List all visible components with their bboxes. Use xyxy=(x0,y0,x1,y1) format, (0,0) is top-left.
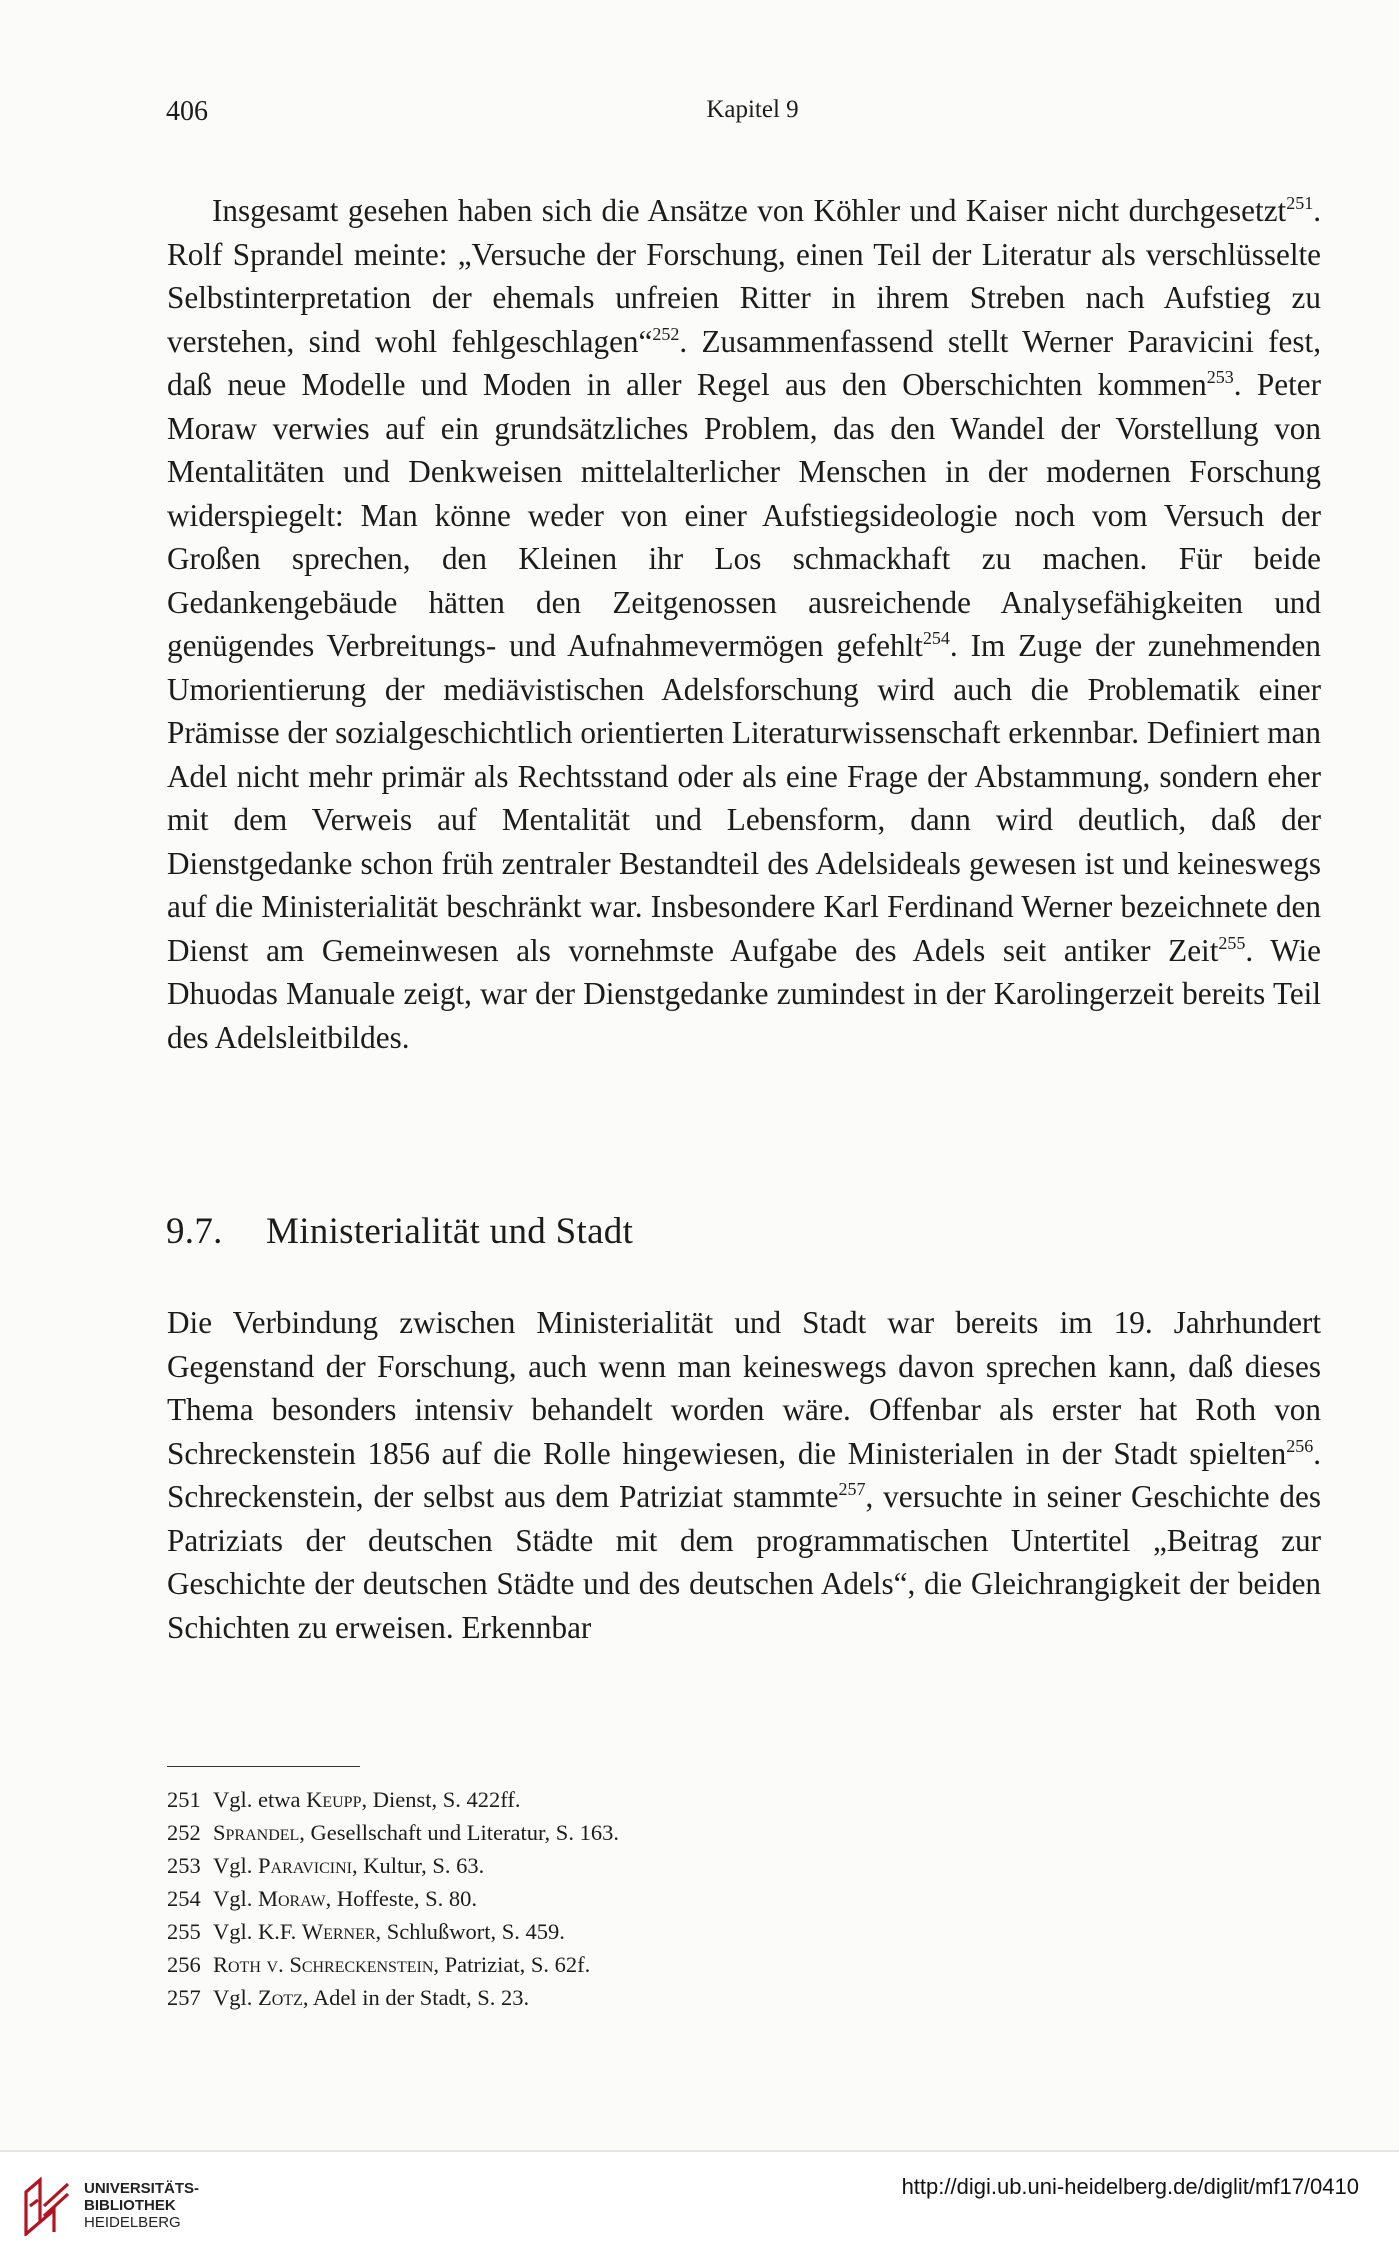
footnote-item: 254 Vgl. Moraw, Hoffeste, S. 80. xyxy=(167,1886,478,1911)
footnote-ref-255[interactable]: 255 xyxy=(1218,932,1246,953)
footnote-divider xyxy=(167,1766,360,1767)
section-heading xyxy=(166,1210,633,1253)
footnote-ref-253[interactable]: 253 xyxy=(1206,367,1234,387)
chapter-title: Kapitel 9 xyxy=(706,96,799,123)
footnote-item: 252 Sprandel, Gesellschaft und Literatur, S. 163. xyxy=(167,1820,619,1845)
paragraph-2: Die Verbindung zwischen Ministerialität und Stadt war bereits im 19. Jahrhundert Gegenstand der Forschung, auch wenn man keineswegs davon sprechen kann, daß dieses Thema besonders intensiv behandelt worden wäre. Offenbar als erster hat Roth von Schreckenstein 1856 auf die Rolle hingewiesen, die Ministerialen in der Stadt spielten$^{256}$. Schreckenstein, der selbst aus dem Patriziat stammte$^{257}$, versuchte in seiner Geschichte des Patriziats der deutschen Städte mit dem programmatischen Untertitel „Beitrag zur Geschichte der deutschen Städte und des deutschen Adels“, die Gleichrangigkeit der beiden Schichten zu erweisen. Erkennbar xyxy=(167,1305,1321,1645)
footnote-item: 256 Roth v. Schreckenstein, Patriziat, S. 62f. xyxy=(167,1952,591,1977)
section-number: 9.7. xyxy=(166,1211,223,1252)
footnote-ref-251[interactable]: 251 xyxy=(1286,193,1314,213)
library-logo-icon xyxy=(22,2176,74,2236)
footnote-ref-252[interactable]: 252 xyxy=(652,323,680,344)
footnote-item: 255 Vgl. K.F. Werner, Schlußwort, S. 459. xyxy=(167,1919,565,1944)
paragraph-1: Insgesamt gesehen haben sich die Ansätze von Köhler und Kaiser nicht durchgesetzt$^{251}$. Rolf Sprandel meinte: „Versuche der Forschung, einen Teil der Literatur als verschlüsselte Selbstinterpretation der ehemals unfreien Ritter in ihrem Streben nach Aufstieg zu verstehen, sind wohl fehlgeschlagen“$^{252}$. Zusammenfassend stellt Werner Paravicini fest, daß neue Modelle und Moden in aller Regel aus den Oberschichten kommen$^{253}$. Peter Moraw verwies auf ein grundsätzliches Problem, das den Wandel der Vorstellung von Mentalitäten und Denkweisen mittelalterlicher Menschen in der modernen Forschung widerspiegelt: Man könne weder von einer Aufstiegsideologie noch vom Versuch der Großen sprechen, den Kleinen ihr Los schmackhaft zu machen. Für beide Gedankengebäude hätten den Zeitgenossen ausreichende Analysefähigkeiten und genügendes Verbreitungs- und Aufnahmevermögen gefehlt$^{254}$. Im Zuge der zunehmenden Umorientierung der mediävistischen Adelsforschung wird auch die Problematik einer Prämisse der sozialgeschichtlich orientierten Literaturwissenschaft erkennbar. Definiert man Adel nicht mehr primär als Rechtsstand oder als eine Frage der Abstammung, sondern eher mit dem Verweis auf Mentalität und Lebensform, dann wird deutlich, daß der Dienstgedanke schon früh zentraler Bestandteil des Adelsideals gewesen ist und keineswegs auf die Ministerialität beschränkt war. Insbesondere Karl Ferdinand Werner bezeichnete den Dienst am Gemeinwesen als vornehmste Aufgabe des Adels seit antiker Zeit$^{255}$. Wie Dhuodas Manuale zeigt, war der Dienstgedanke zumindest in der Karolingerzeit bereits Teil des Adelsleitbildes. xyxy=(167,193,1321,1055)
library-logo[interactable] xyxy=(22,2172,252,2242)
footnote-item: 257 Vgl. Zotz, Adel in der Stadt, S. 23. xyxy=(167,1985,530,2010)
footnote-ref-254[interactable]: 254 xyxy=(922,628,950,648)
viewer-footer xyxy=(0,2150,1399,2262)
footnote-ref-256[interactable]: 256 xyxy=(1286,1435,1314,1456)
page-number: 406 xyxy=(166,96,208,127)
source-url-link[interactable]: http://digi.ub.uni-heidelberg.de/diglit/mf17/0410 xyxy=(901,2174,1359,2199)
section-title: Ministerialität und Stadt xyxy=(266,1211,634,1252)
footnotes-list xyxy=(167,1783,1067,2014)
footnote-item: 253 Vgl. Paravicini, Kultur, S. 63. xyxy=(167,1853,485,1878)
running-header xyxy=(166,96,1299,136)
footnote-item: 251 Vgl. etwa Keupp, Dienst, S. 422ff. xyxy=(167,1787,521,1812)
footnote-ref-257[interactable]: 257 xyxy=(838,1479,866,1499)
library-name: UNIVERSITÄTS- BIBLIOTHEK HEIDELBERG xyxy=(84,2180,200,2231)
